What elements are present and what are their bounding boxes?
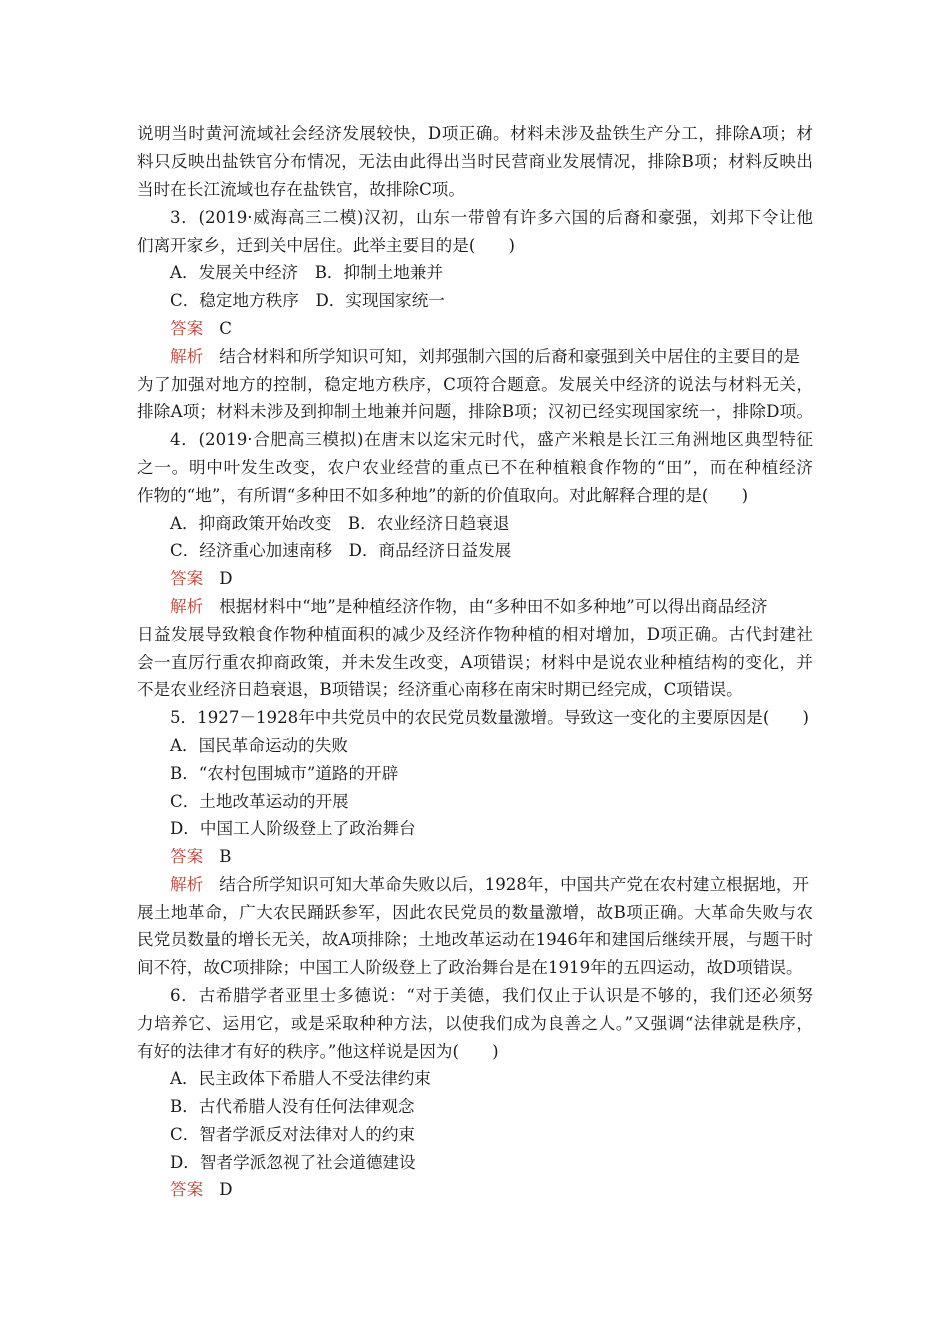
analysis-text: 结合所学知识可知大革命失败以后，1928年，中国共产党在农村建立根据地，开 (219, 875, 810, 894)
option-d: D．智者学派忽视了社会道德建设 (170, 1153, 416, 1172)
question-3-options: C．稳定地方秩序 D．实现国家统一 (170, 291, 445, 310)
question-4-stem: 作物的“地”，有所谓“多种田不如多种地”的新的价值取向。对此解释合理的是( ) (137, 486, 749, 505)
question-5-stem: 5．1927－1928年中共党员中的农民党员数量激增。导致这一变化的主要原因是( ) (170, 708, 809, 727)
text-line: 民党员数量的增长无关，故A项排除；土地改革运动在1946年和建国后继续开展，与题干时 (137, 930, 813, 949)
text-line: 说明当时黄河流域社会经济发展较快，D项正确。材料未涉及盐铁生产分工，排除A项；材 (137, 124, 813, 143)
answer-value: C (219, 319, 232, 338)
analysis-text: 结合材料和所学知识可知，刘邦强制六国的后裔和豪强到关中居住的主要目的是 (219, 347, 800, 366)
answer-value: D (219, 569, 233, 588)
question-6-stem: 6．古希腊学者亚里士多德说：“对于美德，我们仅止于认识是不够的，我们还必须努 (170, 986, 813, 1005)
answer-label: 答案 (170, 1180, 204, 1199)
analysis-label: 解析 (170, 347, 204, 366)
text-line: 展土地革命，广大农民踊跃参军，因此农民党员的数量激增，故B项正确。大革命失败与农 (137, 903, 813, 922)
text-line: 料只反映出盐铁官分布情况，无法由此得出当时民营商业发展情况，排除B项；材料反映出 (137, 152, 813, 171)
question-4-options: A．抑商政策开始改变 B．农业经济日趋衰退 (170, 514, 510, 533)
question-5-analysis (170, 875, 809, 895)
question-3-answer (170, 319, 232, 339)
option-a: A．国民革命运动的失败 (170, 736, 348, 755)
analysis-label: 解析 (170, 875, 204, 894)
text-line: 为了加强对地方的控制，稳定地方秩序，C项符合题意。发展关中经济的说法与材料无关， (137, 375, 813, 394)
answer-value: D (219, 1180, 233, 1199)
analysis-text: 根据材料中“地”是种植经济作物，由“多种田不如多种地”可以得出商品经济 (219, 597, 768, 616)
text-line: 不是农业经济日趋衰退，B项错误；经济重心南移在南宋时期已经完成，C项错误。 (137, 680, 743, 699)
question-4-answer (170, 569, 233, 589)
answer-value: B (219, 847, 232, 866)
question-3-stem: 3．(2019·威海高三二模)汉初，山东一带曾有许多六国的后裔和豪强，刘邦下令让他 (170, 208, 813, 227)
text-line: 间不符，故C项排除；中国工人阶级登上了政治舞台是在1919年的五四运动，故D项错误。 (137, 958, 803, 977)
option-d: D．中国工人阶级登上了政治舞台 (170, 819, 416, 838)
text-line: 当时在长江流域也存在盐铁官，故排除C项。 (137, 180, 465, 199)
question-4-stem: 4．(2019·合肥高三模拟)在唐末以迄宋元时代，盛产米粮是长江三角洲地区典型特征 (170, 430, 813, 449)
answer-label: 答案 (170, 569, 204, 588)
option-b: B．古代希腊人没有任何法律观念 (170, 1097, 415, 1116)
answer-label: 答案 (170, 319, 204, 338)
question-6-answer (170, 1180, 233, 1200)
question-4-analysis (170, 597, 768, 617)
analysis-label: 解析 (170, 597, 204, 616)
text-line: 会一直厉行重农抑商政策，并未发生改变，A项错误；材料中是说农业种植结构的变化，并 (137, 653, 813, 672)
option-c: C．土地改革运动的开展 (170, 792, 349, 811)
question-6-stem: 有好的法律才有好的秩序。”他这样说是因为( ) (137, 1042, 499, 1061)
answer-label: 答案 (170, 847, 204, 866)
option-b: B．“农村包围城市”道路的开辟 (170, 764, 399, 783)
question-3-analysis (170, 347, 813, 367)
question-3-stem: 们离开家乡，迁到关中居住。此举主要目的是( ) (137, 236, 516, 255)
question-4-options: C．经济重心加速南移 D．商品经济日益发展 (170, 541, 512, 560)
question-6-stem: 力培养它、运用它，或是采取种种方法，以使我们成为良善之人。”又强调“法律就是秩序， (137, 1014, 813, 1033)
text-line: 排除A项；材料未涉及到抑制土地兼并问题，排除B项；汉初已经实现国家统一，排除D项。 (137, 402, 813, 421)
option-a: A．民主政体下希腊人不受法律约束 (170, 1069, 431, 1088)
question-4-stem: 之一。明中叶发生改变，农户农业经营的重点已不在种植粮食作物的“田”，而在种植经济 (137, 458, 813, 477)
text-line: 日益发展导致粮食作物种植面积的减少及经济作物种植的相对增加，D项正确。古代封建社 (137, 625, 813, 644)
option-c: C．智者学派反对法律对人的约束 (170, 1125, 416, 1144)
question-5-answer (170, 847, 231, 867)
question-3-options: A．发展关中经济 B．抑制土地兼并 (170, 263, 444, 282)
